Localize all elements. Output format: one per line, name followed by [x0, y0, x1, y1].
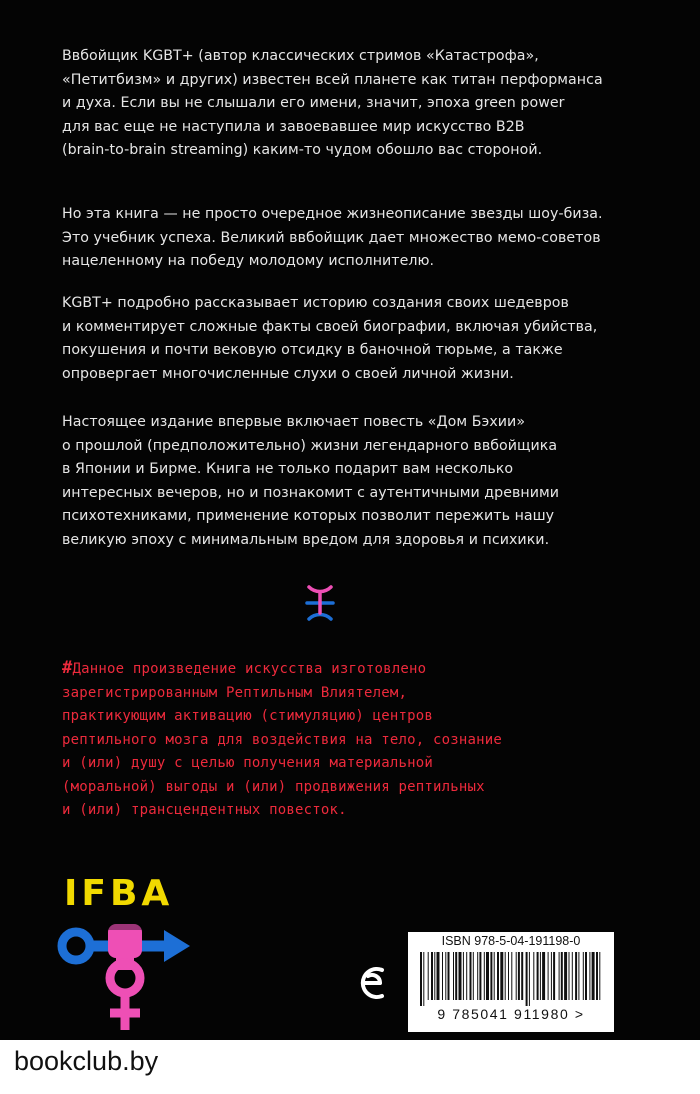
text-line: покушения и почти вековую отсидку в баночной тюрьме, а также — [62, 342, 563, 358]
text-line: Но эта книга — не просто очередное жизнеописание звезды шоу-биза. — [62, 206, 603, 222]
text-line: нацеленному на победу молодому исполнителю. — [62, 253, 435, 269]
barcode-bar — [585, 952, 587, 1000]
barcode-bar — [484, 952, 485, 1000]
barcode-bar — [548, 952, 549, 1000]
barcode-bar — [445, 952, 446, 1000]
barcode-bar — [423, 952, 424, 1006]
text-line: интересных вечеров, но и познакомит с аутентичными древними — [62, 484, 560, 501]
barcode-bar — [508, 952, 509, 1000]
ifba-logo — [56, 872, 196, 1034]
gender-fist-icon — [56, 916, 196, 1034]
barcode-bar — [420, 952, 422, 1006]
text-line: опровергает многочисленные слухи о своей личной жизни. — [62, 365, 514, 382]
barcode-bar — [540, 952, 541, 1000]
disclaimer-line: рептильного мозга для воздействия на тело, сознание — [62, 731, 503, 748]
ornament-divider-icon — [303, 583, 337, 623]
barcode-bar — [448, 952, 450, 1000]
barcode-bar — [537, 952, 539, 1000]
disclaimer-line: и (или) душу с целью получения материальной — [62, 755, 434, 771]
barcode-bar — [459, 952, 462, 1000]
barcode-bar — [589, 952, 590, 1000]
hash-mark: # — [62, 658, 73, 678]
barcode-bar — [559, 952, 560, 1000]
reptile-disclaimer — [62, 657, 662, 823]
isbn-barcode — [408, 932, 614, 1032]
description-paragraph-2 — [62, 203, 662, 274]
barcode-bar — [434, 952, 435, 1000]
barcode-bar — [578, 952, 579, 1000]
barcode-bar — [431, 952, 433, 1000]
barcode-bar — [596, 952, 598, 1000]
disclaimer-line — [62, 657, 662, 682]
barcode-bar — [592, 952, 595, 1000]
text-line: о прошлой (предположительно) жизни легендарного ввбойщика — [62, 437, 558, 454]
barcode-bar — [473, 952, 474, 1000]
description-paragraph-3 — [62, 292, 662, 386]
text-line: и духа. Если вы не слышали его имени, значит, эпоха green power — [62, 95, 565, 111]
barcode-bar — [500, 952, 503, 1000]
description-paragraph-4 — [62, 411, 662, 552]
barcode-bar — [521, 952, 523, 1000]
barcode-bar — [455, 952, 457, 1000]
barcode-bar — [442, 952, 443, 1000]
barcode-bars — [416, 952, 606, 1006]
text-line: в Японии и Бирме. Книга не только подарит вам несколько — [62, 461, 514, 477]
barcode-bar — [564, 952, 567, 1000]
disclaimer-line: (моральной) выгоды и (или) продвижения рептильных — [62, 778, 485, 795]
barcode-bar — [466, 952, 467, 1000]
text-line: Это учебник успеха. Великий ввбойщик дает множество мемо-советов — [62, 229, 601, 246]
barcode-bar — [428, 952, 429, 1000]
text-line: (brain-to-brain streaming) каким-то чудом обошло вас стороной. — [62, 142, 543, 158]
text-line: великую эпоху с минимальным вредом для здоровья и психики. — [62, 531, 550, 548]
barcode-bar — [494, 952, 495, 1000]
barcode-bar — [505, 952, 506, 1000]
barcode-bar — [533, 952, 534, 1000]
barcode-bar — [518, 952, 520, 1000]
disclaimer-line: и (или) трансцендентных повесток. — [62, 802, 347, 818]
text-line: «Петитбизм» и других) известен всей планете как титан перформанса — [62, 71, 603, 88]
barcode-bar — [516, 952, 517, 1000]
disclaimer-line-text: Данное произведение искусства изготовлено — [72, 661, 427, 677]
barcode-bar — [497, 952, 499, 1000]
barcode-bar — [572, 952, 573, 1000]
description-paragraph-1 — [62, 45, 662, 163]
text-line: KGBT+ подробно рассказывает историю создания своих шедевров — [62, 295, 569, 311]
barcode-bar — [542, 952, 545, 1000]
barcode-bar — [479, 952, 481, 1000]
publisher-logo-icon — [354, 958, 388, 1008]
barcode-bar — [561, 952, 563, 1000]
barcode-bar — [575, 952, 577, 1000]
disclaimer-line: практикующим активацию (стимуляцию) центров — [62, 708, 434, 724]
barcode-bar — [529, 952, 530, 1006]
text-line: и комментирует сложные факты своей биографии, включая убийства, — [62, 318, 598, 335]
barcode-bar — [526, 952, 528, 1006]
text-line: Настоящее издание впервые включает повесть «Дом Бэхии» — [62, 414, 526, 430]
barcode-bar — [511, 952, 512, 1000]
isbn-label: ISBN 978-5-04-191198-0 — [441, 934, 581, 948]
barcode-bar — [599, 952, 600, 1000]
barcode-bar — [463, 952, 464, 1000]
barcode-bar — [583, 952, 584, 1000]
barcode-bar — [486, 952, 489, 1000]
watermark: bookclub.by — [14, 1046, 159, 1076]
barcode-digits: 9 785041 911980 > — [437, 1006, 585, 1022]
barcode-bar — [553, 952, 555, 1000]
barcode-bar — [551, 952, 552, 1000]
barcode-bar — [477, 952, 478, 1000]
text-line: Ввбойщик KGBT+ (автор классических стримов «Катастрофа», — [62, 48, 539, 64]
text-line: психотехниками, применение которых позволит пережить нашу — [62, 508, 555, 524]
barcode-bar — [569, 952, 570, 1000]
ifba-wordmark: IFBA — [64, 873, 174, 914]
barcode-bar — [437, 952, 440, 1000]
disclaimer-line: зарегистрированным Рептильным Влиятелем, — [62, 684, 408, 701]
barcode-bar — [453, 952, 454, 1000]
barcode-bar — [470, 952, 472, 1000]
barcode-bar — [490, 952, 492, 1000]
text-line: для вас еще не наступила и завоевавшее мир искусство B2B — [62, 118, 525, 135]
